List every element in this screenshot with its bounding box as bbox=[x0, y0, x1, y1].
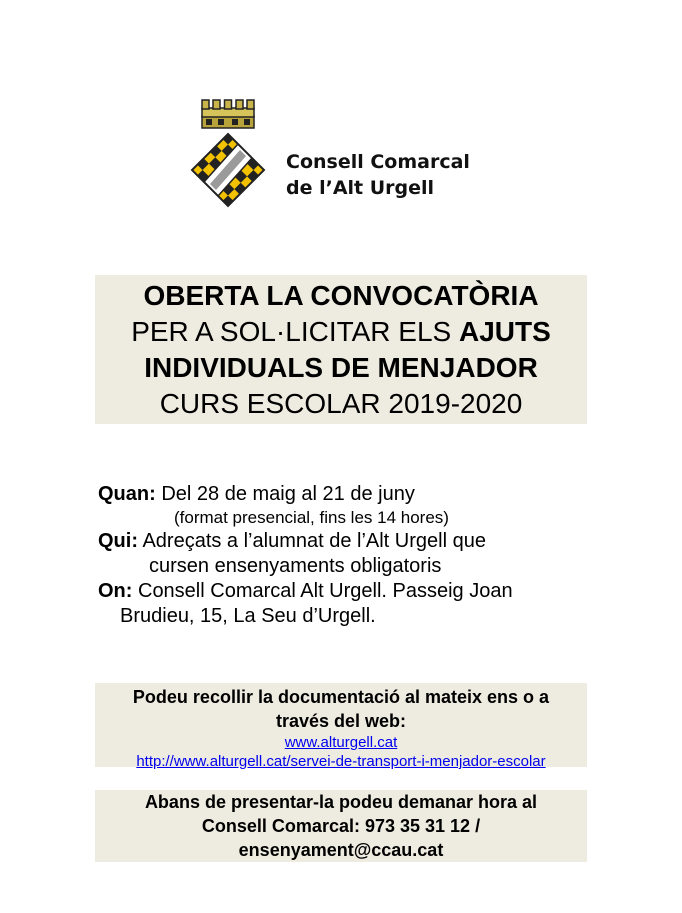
contact-line1: Abans de presentar-la podeu demanar hora al bbox=[144, 792, 538, 812]
transport-dining-link[interactable]: http://www.alturgell.cat/servei-de-transport-i-menjador-escolar bbox=[136, 753, 546, 770]
title-line2-normal: PER A SOL·LICITAR ELS bbox=[131, 316, 460, 347]
where-label: On: bbox=[98, 580, 133, 602]
title-line4: CURS ESCOLAR 2019-2020 bbox=[159, 388, 523, 419]
website-link[interactable]: www.alturgell.cat bbox=[284, 734, 398, 751]
where-row bbox=[98, 579, 513, 604]
when-text: Del 28 de maig al 21 de juny bbox=[155, 483, 415, 505]
docs-line2: través del web: bbox=[275, 711, 407, 731]
documentation-box bbox=[95, 683, 587, 770]
council-name bbox=[286, 149, 470, 201]
who-text-continued: cursen ensenyaments obligatoris bbox=[149, 555, 442, 577]
details-section bbox=[98, 482, 513, 629]
where-text-continued: Brudieu, 15, La Seu d’Urgell. bbox=[120, 605, 376, 627]
when-note: (format presencial, fins les 14 hores) bbox=[174, 508, 449, 527]
contact-line2: Consell Comarcal: 973 35 31 12 / bbox=[201, 816, 481, 836]
who-text: Adreçats a l’alumnat de l’Alt Urgell que bbox=[138, 530, 486, 552]
title-line2-bold: AJUTS bbox=[459, 316, 551, 347]
council-logo bbox=[190, 92, 490, 222]
title-line1: OBERTA LA CONVOCATÒRIA bbox=[143, 280, 539, 311]
contact-box bbox=[95, 790, 587, 862]
docs-line1: Podeu recollir la documentació al mateix ens o a bbox=[132, 687, 550, 707]
when-label: Quan: bbox=[98, 483, 156, 505]
who-row bbox=[98, 529, 513, 554]
contact-email: ensenyament@ccau.cat bbox=[238, 840, 444, 860]
crown-icon bbox=[198, 92, 258, 132]
title-line3: INDIVIDUALS DE MENJADOR bbox=[144, 352, 538, 383]
council-name-line2: de l’Alt Urgell bbox=[286, 177, 435, 199]
announcement-title bbox=[95, 275, 587, 424]
when-row bbox=[98, 482, 513, 507]
where-text: Consell Comarcal Alt Urgell. Passeig Joan bbox=[132, 580, 513, 602]
council-name-line1: Consell Comarcal bbox=[286, 151, 470, 173]
coat-of-arms-icon bbox=[190, 132, 266, 208]
title-line2 bbox=[95, 314, 587, 350]
who-label: Qui: bbox=[98, 530, 138, 552]
